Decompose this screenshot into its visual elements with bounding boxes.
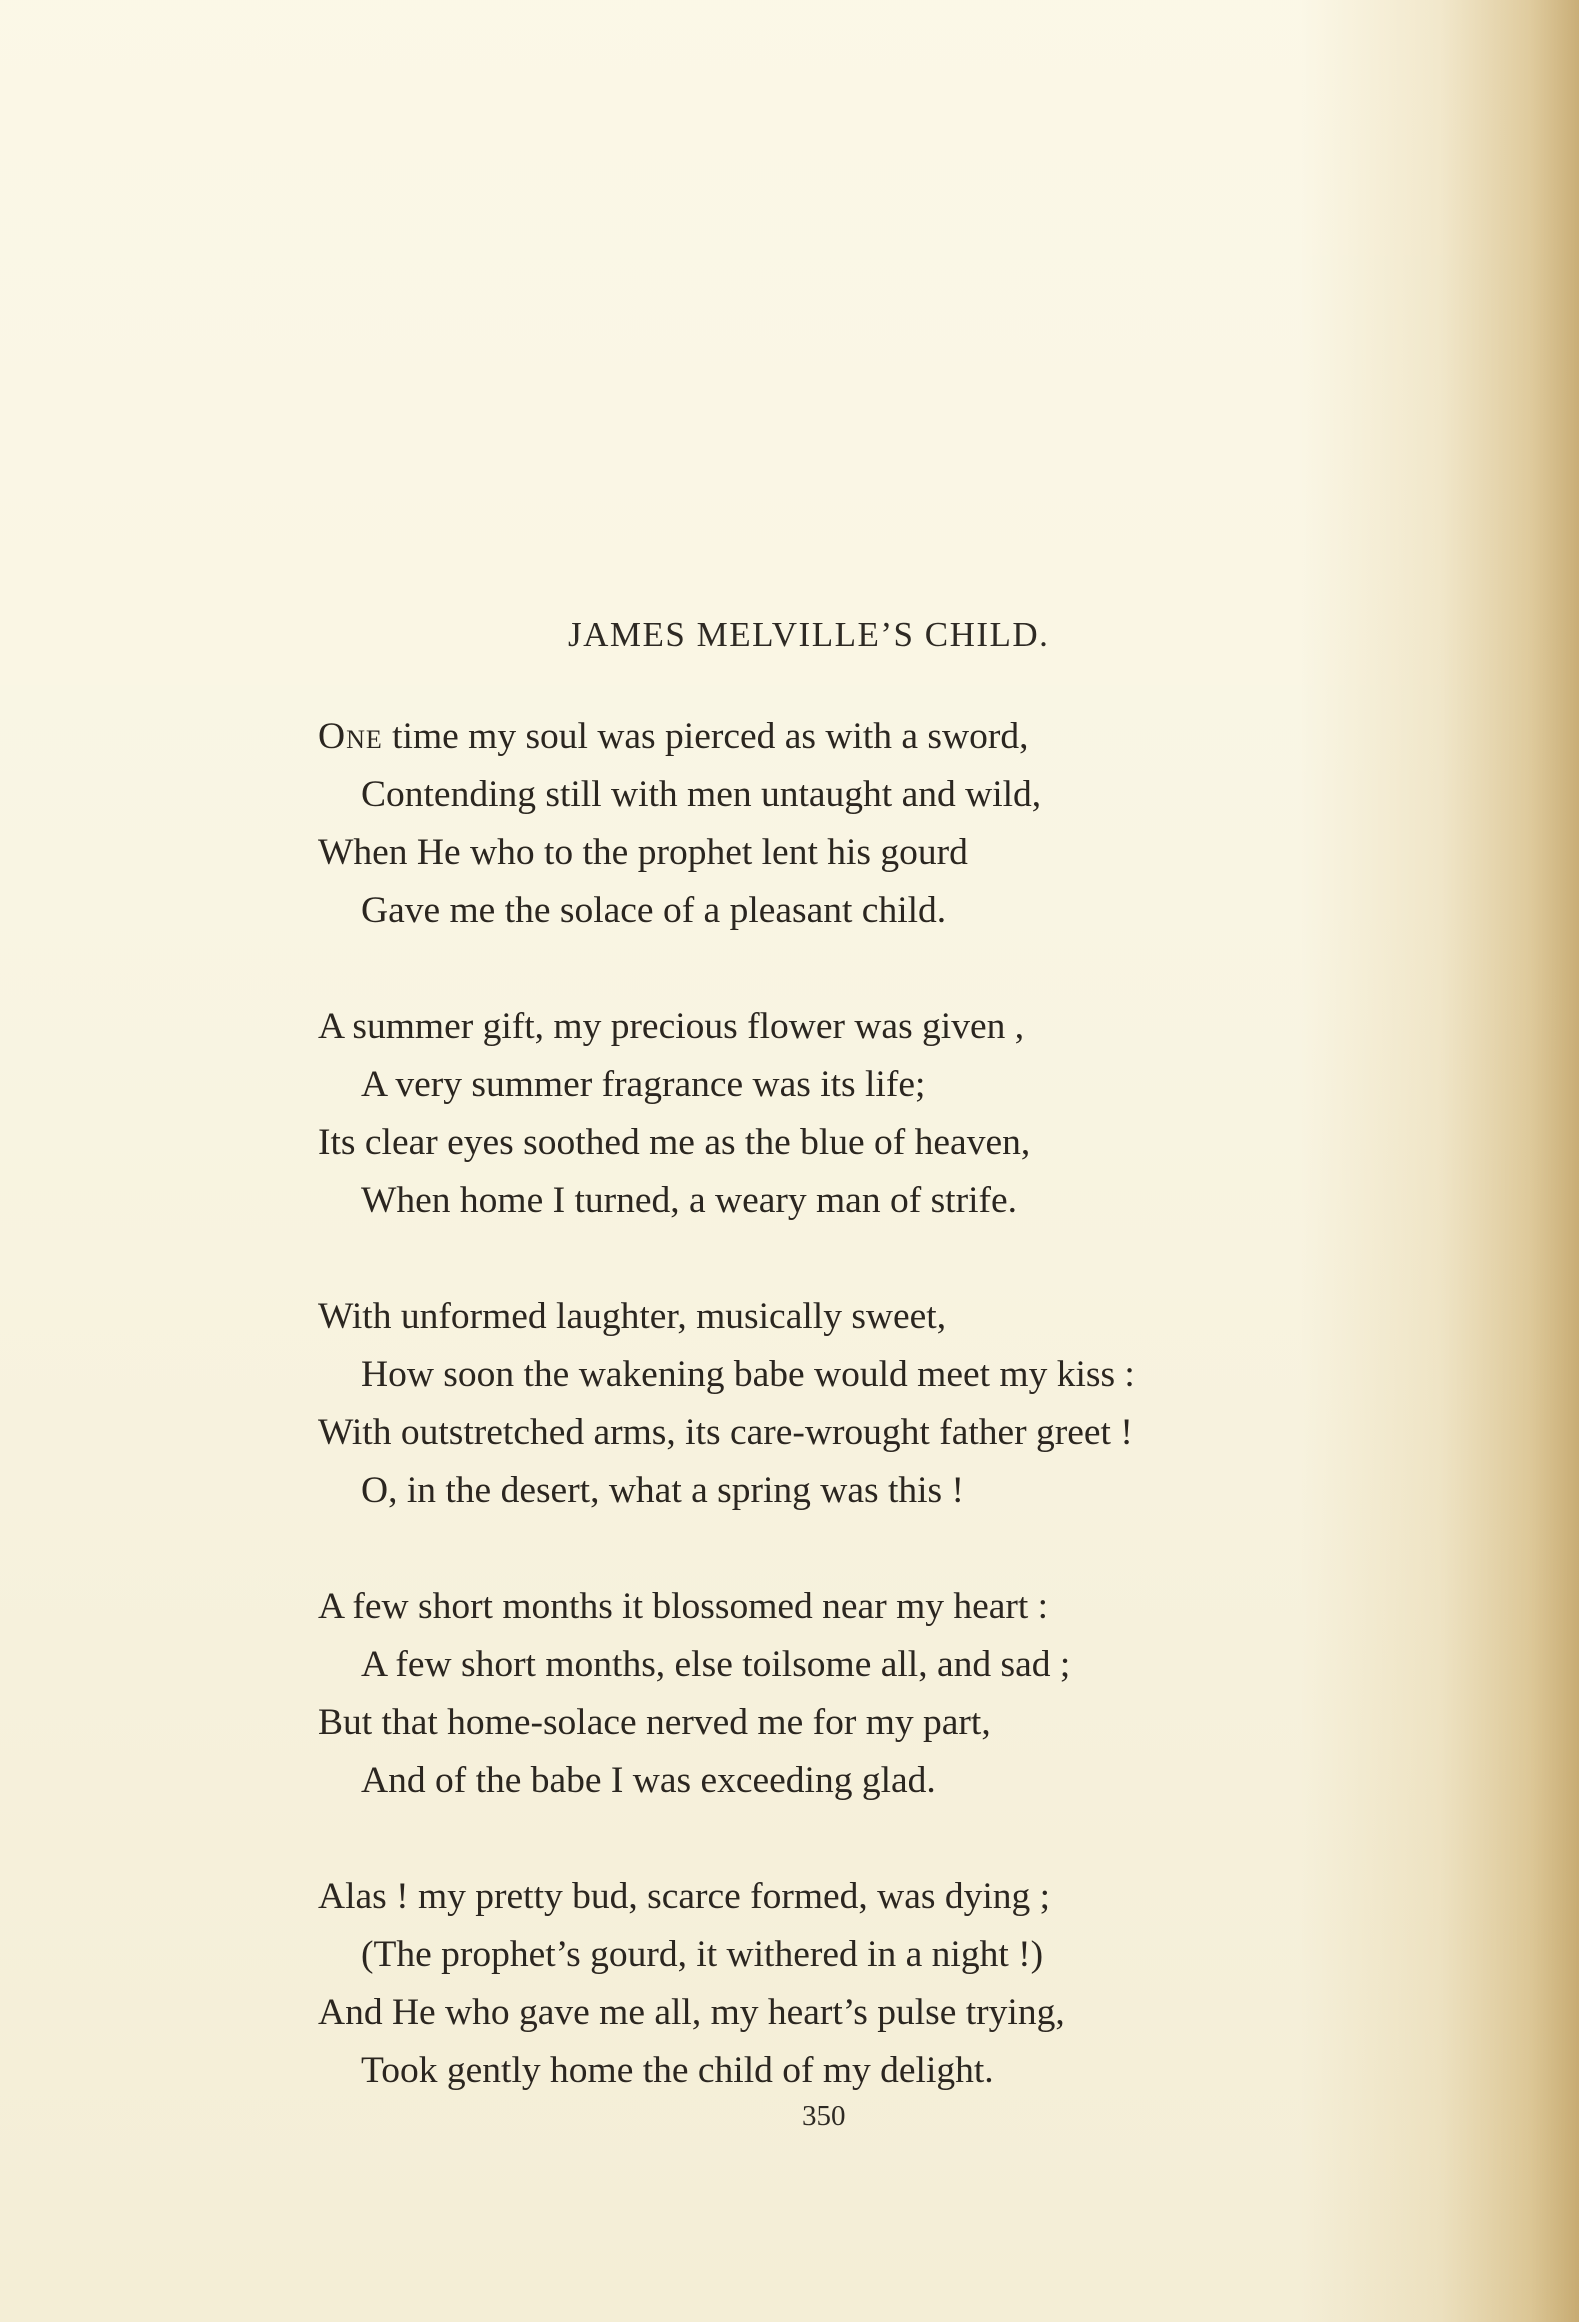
poem-line: And He who gave me all, my heart’s pulse trying, <box>318 1992 1065 2033</box>
poem-line: How soon the wakening babe would meet my kiss : <box>361 1354 1135 1395</box>
poem-line: O, in the desert, what a spring was this ! <box>361 1470 965 1511</box>
poem-line: Contending still with men untaught and wild, <box>361 774 1042 815</box>
stanza-1 <box>318 708 1418 940</box>
poem-line <box>318 708 1418 766</box>
stanza-5 <box>318 1868 1418 2100</box>
poem-line: A few short months, else toilsome all, and sad ; <box>361 1644 1071 1685</box>
poem-title: JAMES MELVILLE’S CHILD. <box>568 615 1050 654</box>
poem-line: A very summer fragrance was its life; <box>361 1064 926 1105</box>
poem-line: A few short months it blossomed near my heart : <box>318 1586 1049 1627</box>
poem-line: And of the babe I was exceeding glad. <box>361 1760 936 1801</box>
poem-line: (The prophet’s gourd, it withered in a night !) <box>361 1934 1044 1975</box>
poem-line: But that home-solace nerved me for my part, <box>318 1702 991 1743</box>
page-number: 350 <box>802 2100 846 2132</box>
poem-line: Alas ! my pretty bud, scarce formed, was dying ; <box>318 1876 1051 1917</box>
poem-body <box>318 708 1418 2100</box>
poem-line: When He who to the prophet lent his gourd <box>318 832 968 873</box>
poem-line: A summer gift, my precious flower was given , <box>318 1006 1025 1047</box>
poem-line: Took gently home the child of my delight. <box>361 2050 994 2091</box>
stanza-4 <box>318 1578 1418 1810</box>
poem-line: Gave me the solace of a pleasant child. <box>361 890 947 931</box>
first-word-small-caps: One <box>318 716 383 757</box>
poem-line: Its clear eyes soothed me as the blue of heaven, <box>318 1122 1031 1163</box>
poem-line: When home I turned, a weary man of strife. <box>361 1180 1017 1221</box>
first-line-text: time my soul was pierced as with a sword, <box>382 716 1029 757</box>
poem-line: With outstretched arms, its care-wrought father greet ! <box>318 1412 1133 1453</box>
stanza-3 <box>318 1288 1418 1520</box>
poem-line: With unformed laughter, musically sweet, <box>318 1296 947 1337</box>
stanza-2 <box>318 998 1418 1230</box>
